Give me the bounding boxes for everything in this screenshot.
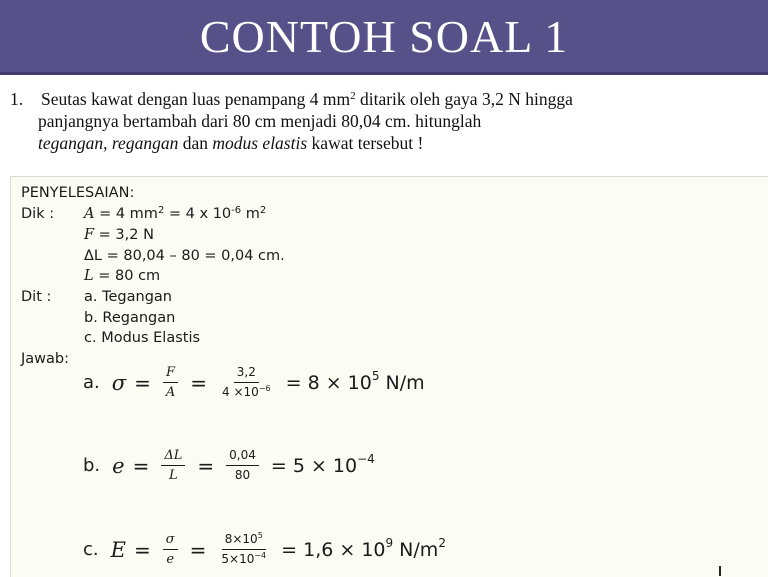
given-length: L = 80 cm [84,268,161,284]
asked-item-c: c. Modus Elastis [84,330,201,346]
asked-item-a: a. Tegangan [84,289,172,305]
equation-stress: a. σ = $\frac{F}{A}$ = $\frac{3,2}{4 \times 10^{-6}}$ = $8 \times 10^5$ N/m [83,365,425,400]
question-line-1: Seutas kawat dengan luas penampang 4 $mm^2$ ditarik oleh gaya 3,2 N hingga [41,89,573,109]
fraction-dl-over-l: $\frac{\Delta L}{L}$ [161,448,185,483]
dik-label: Dik : [21,206,55,222]
given-delta-length: ΔL = 80,04 – 80 = 0,04 cm. [84,248,285,264]
question-line-2: panjangnya bertambah dari 80 cm menjadi 80,04 cm. hitunglah [38,111,482,131]
jawab-label: Jawab: [21,351,69,367]
equation-modulus: c. E = $\frac{\sigma}{e}$ = $\frac{8\times 10^5}{5\times 10^{-4}}$ = $1,6 \times 10^9$ $N/m^2$ [83,531,446,567]
slide-title: CONTOH SOAL 1 [199,10,569,62]
fraction-sigma-over-e: $\frac{\sigma}{e}$ [163,532,178,567]
fraction-values-c: $\frac{8\times 10^5}{5\times 10^{-4}}$ [221,531,267,566]
solution-panel [10,176,768,577]
given-area: A = 4 $mm^2 = 4$ x $10^{-6}$ $m^2$ [84,205,267,222]
dit-label: Dit : [21,289,52,305]
question-number: 1. [10,89,24,109]
question-line-3: tegangan, regangan dan modus elastis kawat tersebut ! [38,133,424,153]
text-cursor-mark [719,566,721,576]
given-force: F = 3,2 N [84,227,154,243]
fraction-f-over-a: $\frac{F}{A}$ [163,365,178,400]
equation-strain: b. e = $\frac{\Delta L}{L}$ = $\frac{0,04}{80}$ = $5 \times 10^{-4}$ [83,448,375,483]
fraction-values-a: $\frac{3,2}{4 \times 10^{-6}}$ [222,365,271,399]
fraction-values-b: $\frac{0,04}{80}$ [226,448,259,483]
asked-item-b: b. Regangan [84,310,176,326]
solution-heading: PENYELESAIAN: [21,185,135,201]
title-banner [0,0,768,75]
question-block [10,88,760,154]
